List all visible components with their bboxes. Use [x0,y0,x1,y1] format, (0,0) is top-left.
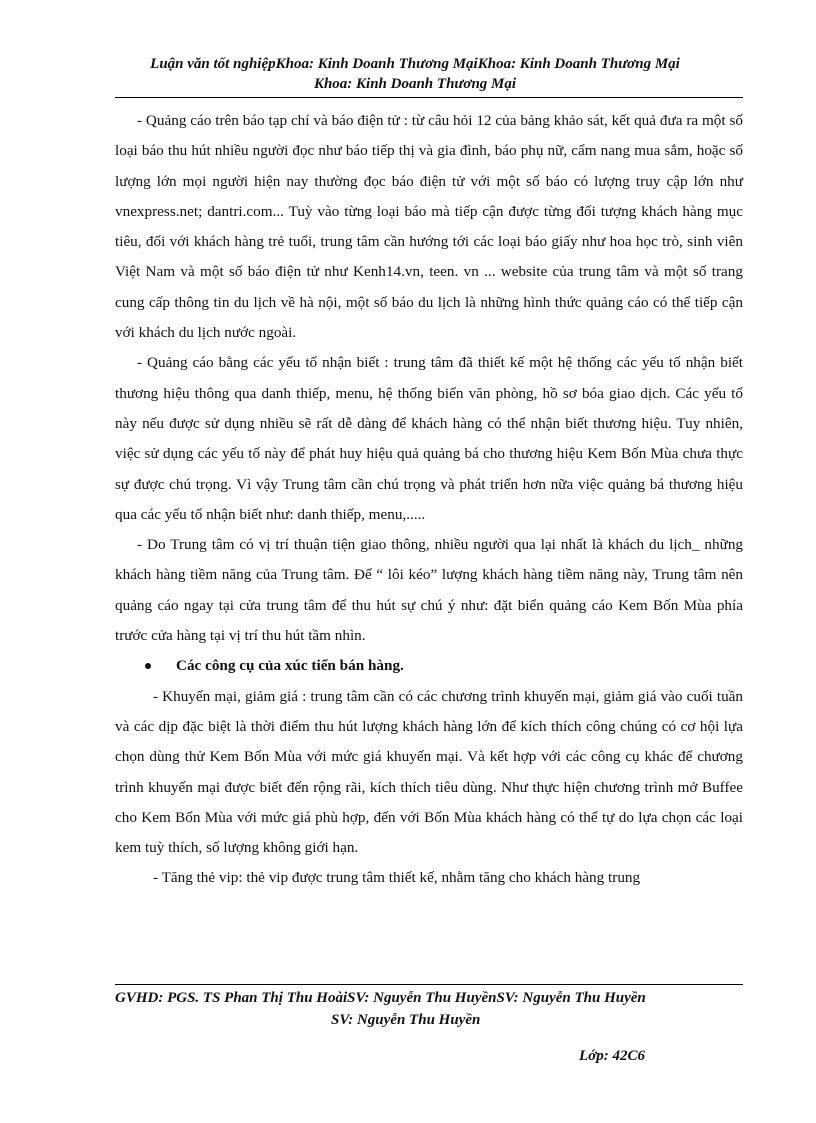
paragraph-storefront-ads: - Do Trung tâm có vị trí thuận tiện giao thông, nhiều người qua lại nhất là khách du lịch_ những khách hàng tiềm năng của Trung tâm. Để “ lôi kéo” lượng khách hàng tiềm năng này, Trung tâm nên quảng cáo ngay tại cửa trung tâm để thu hút sự chú ý như: đặt biển quảng cáo Kem Bốn Mùa phía trước cửa hàng tại vị trí thu hút tầm nhìn. [115,536,743,645]
footer-divider [115,984,743,985]
header-line-2: Khoa: Kinh Doanh Thương Mại [313,76,517,92]
paragraph-vip-card: - Tăng thẻ vip: thẻ vip được trung tâm thiết kế, nhằm tăng cho khách hàng trung [153,869,641,887]
footer-line-1: GVHD: PGS. TS Phan Thị Thu HoàiSV: Nguyễn Thu HuyềnSV: Nguyễn Thu Huyền [115,990,646,1006]
bullet-section [115,651,743,681]
header-line-1: Luận văn tốt nghiệpKhoa: Kinh Doanh Thương MạiKhoa: Kinh Doanh Thương Mại [150,56,680,72]
paragraph-promotions: - Khuyến mại, giảm giá : trung tâm cần có các chương trình khuyến mại, giảm giá vào cuối tuần và các dịp đặc biệt là thời điểm thu hút lượng khách hàng lớn để kích thích công chúng có cơ hội lựa chọn dùng thử Kem Bốn Mùa với mức giá khuyến mại. Và kết hợp với các công cụ khác để chương trình khuyến mại được biết đến rộng rãi, kích thích tiêu dùng. Như thực hiện chương trình mở Buffee cho Kem Bốn Mùa với mức giá phù hợp, đến với Bốn Mùa khách hàng có thể tự do lựa chọn các loại kem tuỳ thích, số lượng không giới hạn. [115,687,743,857]
document-body [115,106,743,894]
class-label: Lớp: 42C6 [579,1048,645,1064]
footer-line-2: SV: Nguyễn Thu Huyền [331,1012,481,1028]
page-header [115,54,715,94]
bullet-icon [145,663,151,669]
section-heading: Các công cụ của xúc tiến bán hàng. [176,657,404,675]
page-footer [115,987,743,1067]
paragraph-identity-ads: - Quảng cáo bằng các yếu tố nhận biết : trung tâm đã thiết kế một hệ thống các yếu tố nhận biết thương hiệu thông qua danh thiếp, menu, hệ thống biển văn phòng, hồ sơ bóa giao dịch. Các yếu tố này nếu được sử dụng nhiều sẽ rất dễ dàng để khách hàng có thể nhận biết thương hiệu. Tuy nhiên, việc sử dụng các yếu tố này để phát huy hiệu quả quảng bá cho thương hiệu Kem Bốn Mùa chưa thực sự được chú trọng. Vì vậy Trung tâm cần chú trọng và phát triển hơn nữa việc quảng bá thương hiệu qua các yếu tố nhận biết như: danh thiếp, menu,..... [115,354,743,523]
paragraph-newspaper-ads: - Quảng cáo trên báo tạp chí và báo điện tử : từ câu hỏi 12 của bảng khảo sát, kết quả đưa ra một số loại báo thu hút nhiều người đọc như báo tiếp thị và gia đình, báo phụ nữ, cẩm nang mua sắm, hoặc số lượng lớn mọi người hiện nay thường đọc báo điện tử với một số báo có lượng truy cập lớn như vnexpress.net; dantri.com... Tuỳ vào từng loại báo mà tiếp cận được từng đối tượng khách hàng mục tiêu, đối với khách hàng trẻ tuổi, trung tâm cần hướng tới các loại báo giấy như hoa học trò, sinh viên Việt Nam và một số báo điện tử như Kenh14.vn, teen. vn ... website của trung tâm và một số trang cung cấp thông tin du lịch về hà nội, một số báo du lịch là những hình thức quảng cáo có thể tiếp cận với khách du lịch nước ngoài. [115,112,743,342]
header-divider [115,97,743,98]
